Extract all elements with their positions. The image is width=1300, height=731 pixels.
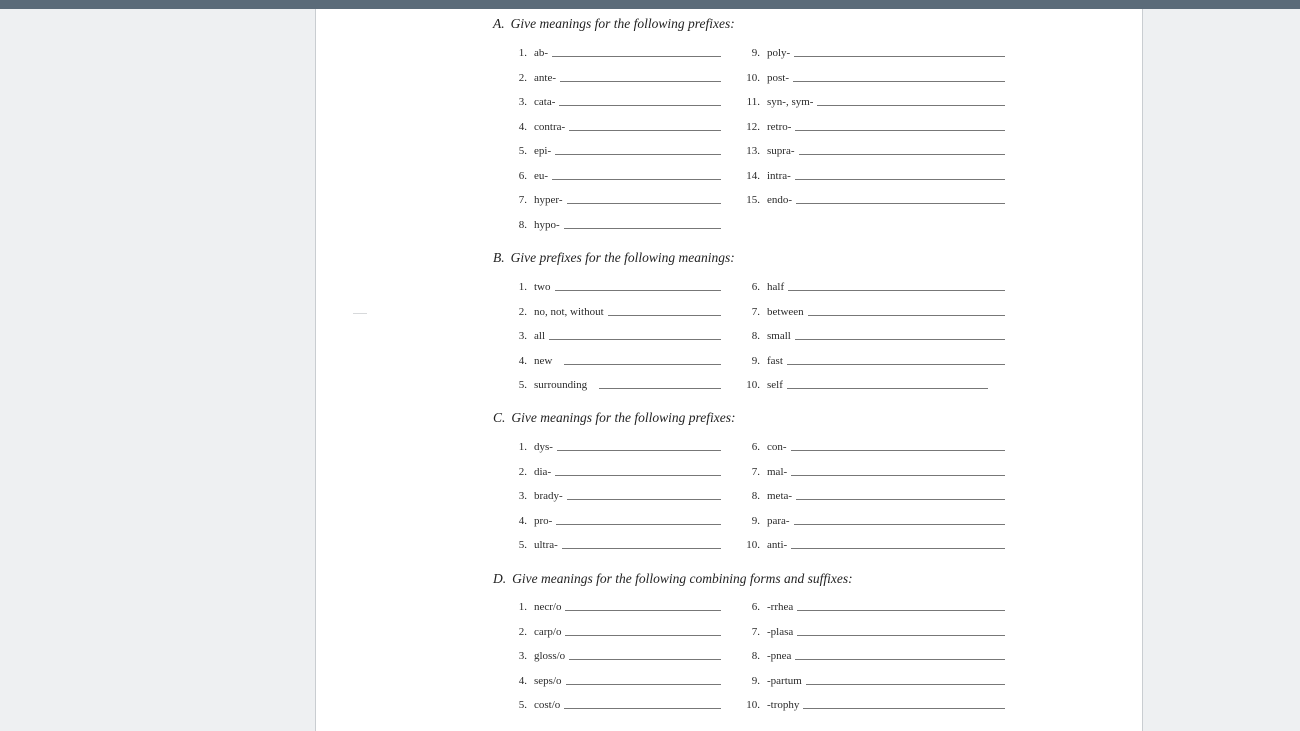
answer-line[interactable]	[817, 104, 1005, 106]
answer-line[interactable]	[565, 634, 721, 636]
item-term: intra-	[767, 169, 791, 182]
section-letter: A.	[493, 16, 505, 31]
answer-line[interactable]	[795, 338, 1005, 340]
item-term: new	[534, 354, 553, 367]
item-number: 6.	[751, 601, 760, 613]
exercise-item	[503, 143, 721, 157]
exercise-item	[503, 353, 721, 367]
item-term: -trophy	[767, 699, 800, 711]
exercise-item	[736, 488, 1005, 502]
section-heading	[493, 250, 735, 266]
item-term: eu-	[534, 169, 549, 182]
exercise-item	[736, 599, 1005, 613]
answer-line[interactable]	[787, 387, 988, 389]
item-term: endo-	[767, 194, 793, 206]
exercise-item	[736, 70, 1005, 84]
item-number: 8.	[518, 218, 527, 231]
exercise-item	[736, 464, 1005, 478]
item-number: 11.	[746, 96, 760, 108]
answer-line[interactable]	[808, 314, 1005, 316]
item-number: 4.	[518, 514, 527, 527]
answer-line[interactable]	[552, 55, 721, 57]
item-term: seps/o	[534, 674, 562, 687]
exercise-item	[736, 192, 1005, 206]
answer-line[interactable]	[796, 202, 1005, 204]
item-number: 5.	[518, 699, 527, 711]
answer-line[interactable]	[797, 609, 1005, 611]
item-number: 8.	[751, 330, 760, 342]
item-term: supra-	[767, 145, 795, 157]
item-term: syn-, sym-	[767, 96, 814, 108]
item-number: 10.	[746, 71, 760, 84]
answer-line[interactable]	[567, 202, 722, 204]
item-term: brady-	[534, 490, 563, 502]
item-number: 2.	[518, 305, 527, 318]
answer-line[interactable]	[555, 289, 722, 291]
item-number: 3.	[518, 330, 527, 342]
exercise-item	[503, 328, 721, 342]
section-title: Give meanings for the following combining forms and suffixes:	[512, 571, 853, 586]
section-heading	[493, 16, 735, 32]
item-term: meta-	[767, 490, 793, 502]
exercise-item	[503, 119, 721, 133]
exercise-item	[503, 513, 721, 527]
answer-line[interactable]	[788, 289, 1005, 291]
item-number: 2.	[518, 465, 527, 478]
item-term: cost/o	[534, 699, 561, 711]
item-term: no, not, without	[534, 305, 604, 318]
answer-line[interactable]	[556, 523, 721, 525]
viewer-top-bar	[0, 0, 1300, 9]
item-number: 10.	[746, 379, 760, 391]
exercise-item	[503, 70, 721, 84]
answer-line[interactable]	[791, 547, 1005, 549]
section-heading	[493, 571, 853, 587]
item-term: ultra-	[534, 539, 558, 551]
exercise-item	[736, 537, 1005, 551]
exercise-item	[736, 143, 1005, 157]
item-number: 3.	[518, 490, 527, 502]
item-term: -pnea	[767, 650, 792, 662]
exercise-item	[736, 648, 1005, 662]
item-number: 7.	[751, 465, 760, 478]
item-number: 4.	[518, 120, 527, 133]
item-term: two	[534, 281, 551, 293]
answer-line[interactable]	[566, 683, 722, 685]
item-number: 9.	[751, 514, 760, 527]
answer-line[interactable]	[803, 707, 1005, 709]
item-number: 2.	[518, 625, 527, 638]
answer-line[interactable]	[567, 498, 721, 500]
exercise-item	[503, 279, 721, 293]
answer-line[interactable]	[569, 129, 721, 131]
item-term: gloss/o	[534, 650, 566, 662]
section-title: Give prefixes for the following meanings:	[510, 250, 735, 265]
exercise-item	[736, 353, 1005, 367]
exercise-item	[503, 624, 721, 638]
item-term: poly-	[767, 47, 791, 59]
answer-line[interactable]	[795, 129, 1005, 131]
item-term: cata-	[534, 96, 556, 108]
item-number: 9.	[751, 47, 760, 59]
item-number: 3.	[518, 650, 527, 662]
answer-line[interactable]	[795, 178, 1005, 180]
item-number: 5.	[518, 145, 527, 157]
item-term: half	[767, 281, 785, 293]
exercise-item	[503, 464, 721, 478]
answer-line[interactable]	[599, 387, 721, 389]
answer-line[interactable]	[797, 634, 1005, 636]
answer-line[interactable]	[555, 153, 721, 155]
item-term: retro-	[767, 120, 792, 133]
answer-line[interactable]	[569, 658, 721, 660]
item-number: 6.	[518, 169, 527, 182]
exercise-item	[736, 94, 1005, 108]
document-page	[315, 9, 1143, 731]
exercise-item	[736, 328, 1005, 342]
exercise-item	[503, 537, 721, 551]
item-number: 6.	[751, 281, 760, 293]
answer-line[interactable]	[549, 338, 721, 340]
item-term: -rrhea	[767, 601, 794, 613]
item-term: mal-	[767, 465, 788, 478]
scan-mark	[353, 313, 367, 314]
answer-line[interactable]	[791, 474, 1005, 476]
answer-line[interactable]	[796, 498, 1005, 500]
item-term: dys-	[534, 441, 553, 453]
item-number: 7.	[518, 194, 527, 206]
answer-line[interactable]	[806, 683, 1005, 685]
answer-line[interactable]	[564, 363, 721, 365]
item-number: 4.	[518, 674, 527, 687]
section-letter: C.	[493, 410, 506, 425]
item-number: 13.	[746, 145, 760, 157]
exercise-item	[736, 697, 1005, 711]
item-term: anti-	[767, 539, 788, 551]
exercise-item	[736, 439, 1005, 453]
answer-line[interactable]	[795, 658, 1005, 660]
exercise-item	[503, 599, 721, 613]
exercise-item	[736, 279, 1005, 293]
answer-line[interactable]	[555, 474, 721, 476]
item-number: 12.	[746, 120, 760, 133]
item-number: 8.	[751, 650, 760, 662]
item-number: 6.	[751, 441, 760, 453]
section-title: Give meanings for the following prefixes:	[511, 410, 736, 425]
exercise-item	[503, 439, 721, 453]
item-number: 1.	[518, 441, 527, 453]
answer-line[interactable]	[565, 609, 721, 611]
answer-line[interactable]	[552, 178, 721, 180]
item-term: -partum	[767, 674, 802, 687]
item-number: 9.	[751, 674, 760, 687]
item-term: fast	[767, 354, 783, 367]
item-term: ab-	[534, 47, 549, 59]
item-term: epi-	[534, 145, 552, 157]
item-number: 2.	[518, 71, 527, 84]
item-term: carp/o	[534, 625, 562, 638]
exercise-item	[736, 119, 1005, 133]
answer-line[interactable]	[799, 153, 1006, 155]
answer-line[interactable]	[787, 363, 1005, 365]
item-term: ante-	[534, 71, 556, 84]
item-term: dia-	[534, 465, 552, 478]
answer-line[interactable]	[793, 80, 1005, 82]
exercise-item	[503, 94, 721, 108]
exercise-item	[736, 513, 1005, 527]
exercise-item	[736, 624, 1005, 638]
answer-line[interactable]	[791, 449, 1005, 451]
section-title: Give meanings for the following prefixes:	[510, 16, 735, 31]
exercise-item	[736, 304, 1005, 318]
item-number: 10.	[746, 539, 760, 551]
item-term: necr/o	[534, 601, 562, 613]
item-number: 10.	[746, 699, 760, 711]
item-number: 14.	[746, 169, 760, 182]
item-term: hypo-	[534, 218, 560, 231]
answer-line[interactable]	[564, 707, 721, 709]
answer-line[interactable]	[559, 104, 721, 106]
exercise-item	[503, 304, 721, 318]
item-term: hyper-	[534, 194, 563, 206]
item-term: para-	[767, 514, 790, 527]
exercise-item	[503, 45, 721, 59]
answer-line[interactable]	[562, 547, 721, 549]
item-number: 1.	[518, 47, 527, 59]
item-number: 8.	[751, 490, 760, 502]
exercise-item	[503, 697, 721, 711]
exercise-item	[503, 217, 721, 231]
exercise-item	[736, 168, 1005, 182]
item-term: all	[534, 330, 545, 342]
answer-line[interactable]	[564, 227, 721, 229]
item-number: 7.	[751, 625, 760, 638]
section-heading	[493, 410, 735, 426]
item-term: between	[767, 305, 804, 318]
item-term: con-	[767, 441, 787, 453]
item-number: 7.	[751, 305, 760, 318]
item-number: 5.	[518, 539, 527, 551]
item-term: -plasa	[767, 625, 794, 638]
section-letter: D.	[493, 571, 507, 586]
item-number: 15.	[746, 194, 760, 206]
item-number: 1.	[518, 281, 527, 293]
exercise-item	[736, 673, 1005, 687]
exercise-item	[503, 648, 721, 662]
answer-line[interactable]	[608, 314, 721, 316]
exercise-item	[503, 673, 721, 687]
answer-line[interactable]	[557, 449, 721, 451]
item-number: 3.	[518, 96, 527, 108]
item-term: surrounding	[534, 379, 588, 391]
item-term: self	[767, 379, 783, 391]
exercise-item	[503, 488, 721, 502]
exercise-item	[736, 377, 988, 391]
item-term: small	[767, 330, 791, 342]
answer-line[interactable]	[560, 80, 721, 82]
item-number: 5.	[518, 379, 527, 391]
item-number: 4.	[518, 354, 527, 367]
answer-line[interactable]	[794, 55, 1005, 57]
item-term: pro-	[534, 514, 553, 527]
answer-line[interactable]	[794, 523, 1005, 525]
exercise-item	[503, 192, 721, 206]
item-term: post-	[767, 71, 789, 84]
item-number: 9.	[751, 354, 760, 367]
exercise-item	[736, 45, 1005, 59]
exercise-item	[503, 168, 721, 182]
item-number: 1.	[518, 601, 527, 613]
section-letter: B.	[493, 250, 505, 265]
exercise-item	[503, 377, 721, 391]
item-term: contra-	[534, 120, 566, 133]
